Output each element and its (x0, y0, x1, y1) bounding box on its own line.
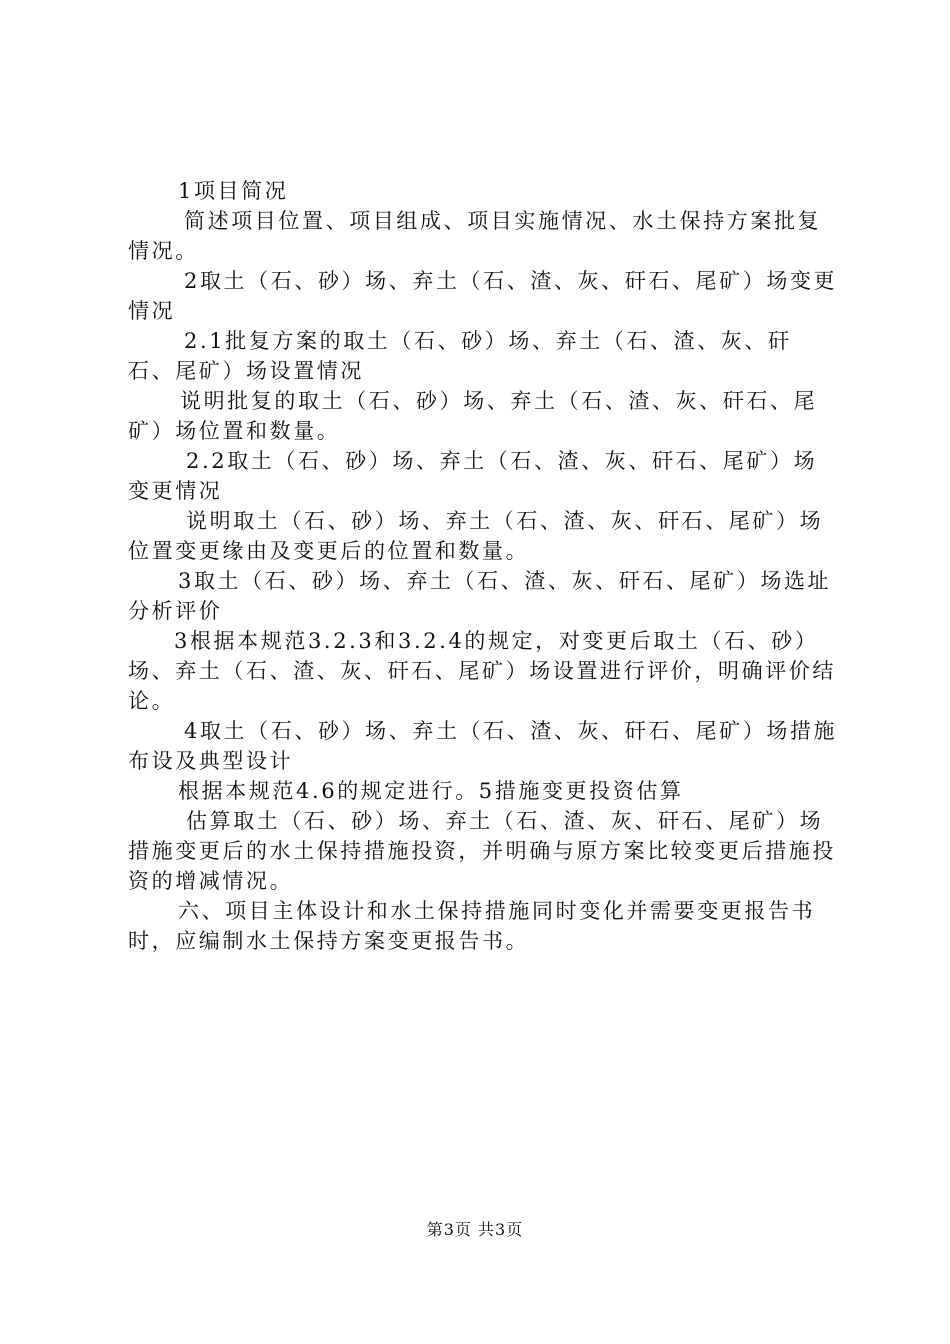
heading-2-2-site-changes: 2.2取土（石、砂）场、弃土（石、渣、灰、矸石、尾矿）场变更情况 (128, 449, 818, 503)
heading-3-site-evaluation: 3取土（石、砂）场、弃土（石、渣、灰、矸石、尾矿）场选址分析评价 (128, 569, 832, 623)
heading-4-measures-design: 4取土（石、砂）场、弃土（石、渣、灰、矸石、尾矿）场措施布设及典型设计 (128, 719, 838, 773)
paragraph-project-overview: 简述项目位置、项目组成、项目实施情况、水土保持方案批复情况。 (128, 209, 822, 263)
paragraph-site-evaluation: 3根据本规范3.2.3和3.2.4的规定，对变更后取土（石、砂）场、弃土（石、渣、灰、矸石、尾矿）场设置进行评价，明确评价结论。 (128, 629, 836, 713)
heading-2-site-changes: 2取土（石、砂）场、弃土（石、渣、灰、矸石、尾矿）场变更情况 (128, 269, 838, 323)
paragraph-measures-and-investment-heading: 根据本规范4.6的规定进行。5措施变更投资估算 (178, 779, 684, 803)
document-body (128, 176, 838, 956)
paragraph-section-six: 六、项目主体设计和水土保持措施同时变化并需要变更报告书时，应编制水土保持方案变更报告书。 (128, 899, 816, 953)
paragraph-approved-sites: 说明批复的取土（石、砂）场、弃土（石、渣、灰、矸石、尾矿）场位置和数量。 (128, 389, 818, 443)
paragraph-site-change-reasons: 说明取土（石、砂）场、弃土（石、渣、灰、矸石、尾矿）场位置变更缘由及变更后的位置和数量。 (128, 509, 824, 563)
paragraph-investment-estimate: 估算取土（石、砂）场、弃土（石、渣、灰、矸石、尾矿）场措施变更后的水土保持措施投资，并明确与原方案比较变更后措施投资的增减情况。 (128, 809, 836, 893)
heading-2-1-approved-sites: 2.1批复方案的取土（石、砂）场、弃土（石、渣、灰、矸石、尾矿）场设置情况 (128, 329, 792, 383)
heading-1-project-overview: 1项目简况 (178, 179, 289, 203)
page-number-footer: 第3页 共3页 (426, 1220, 524, 1239)
